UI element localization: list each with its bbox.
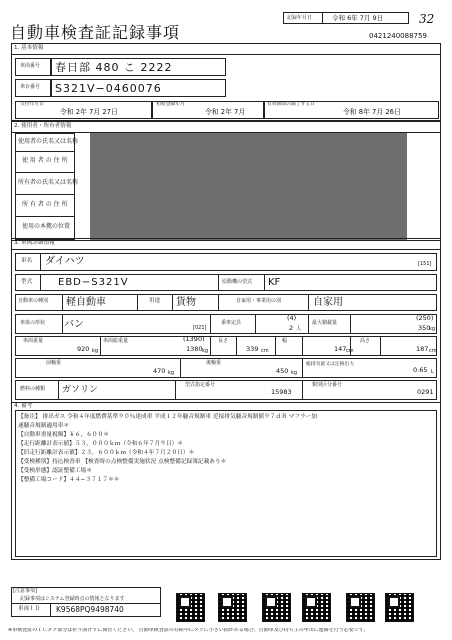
category-value: 0291 (417, 388, 434, 396)
maker-label: 車名 (21, 258, 33, 264)
fuel-value: ガソリン (62, 385, 99, 395)
maker-code: [151] (418, 261, 432, 267)
qr-code (346, 593, 375, 622)
displacement-label: 総排気量又は定格出力 (306, 362, 354, 367)
load-sub: (250) (416, 314, 434, 322)
section-4-heading: 4. 備考 (14, 403, 33, 409)
reg-number-label: 車両番号 (20, 63, 41, 69)
remarks-text (18, 413, 436, 485)
width-unit: cm (346, 348, 354, 354)
maker-value: ダイハツ (45, 256, 85, 267)
chassis-label: 車台番号 (20, 84, 41, 90)
user-name-label: 使用者の氏名又は名称 (18, 138, 79, 145)
designation-value: 15983 (271, 388, 292, 396)
remarks-line: 【自動車重量税額】￥６，６００＊ (18, 432, 109, 438)
issue-date-value: 令和 2年 7月 27日 (60, 108, 118, 116)
bottom-note: ※車検査証のＩＣタグ部分は折り曲げずに保管ください。 自動車検査証の券面中にタグに小さい損がある場合、自動車及び持ち主の申出に連絡を行う必要です。 (8, 628, 369, 633)
load-value: 350 (418, 324, 431, 332)
engine-label: 原動機の型式 (222, 279, 253, 285)
qr-code (176, 593, 205, 622)
remarks-line: 【旧走行距離計表示値】２３，６００ｋｍ（令和４年７月２０日）＊ (18, 450, 195, 456)
type-label: 型式 (21, 279, 33, 285)
expiry-value: 令和 8年 7月 26日 (343, 108, 401, 116)
owner-name-label: 所有者の氏名又は名称 (18, 179, 79, 186)
record-date-box (283, 12, 409, 24)
section-2-heading: 2. 使用者・所有者情報 (14, 123, 72, 129)
remarks-line: 【受検形態】認証整備工場＊ (18, 468, 92, 474)
shape-value: バン (64, 319, 84, 330)
fuel-label: 燃料の種類 (20, 386, 46, 392)
displacement-unit: L (431, 369, 434, 375)
height-unit: cm (429, 348, 437, 354)
front-axle-label: 前軸重 (46, 360, 62, 366)
user-address-label: 使 用 者 の 住 所 (22, 157, 68, 164)
weight-label: 車両重量 (23, 338, 44, 344)
width-value: 147 (334, 345, 347, 353)
load-label: 最大積載量 (312, 320, 338, 326)
height-label: 高さ (360, 338, 371, 344)
page-title: 自動車検査証記録事項 (10, 23, 181, 42)
width-label: 幅 (282, 338, 288, 344)
vehicle-id-value: K9568PQ9498740 (56, 605, 124, 614)
capacity-label: 乗車定員 (221, 320, 242, 326)
height-value: 187 (416, 345, 429, 353)
weight-unit: kg (92, 348, 99, 354)
section-1-heading: 1. 基本情報 (14, 45, 44, 51)
remarks-line: 【整備工場コード】４４−３７１７＊＊ (18, 477, 120, 483)
kind-value: 軽自動車 (66, 297, 106, 308)
gross-value: 1380 (186, 345, 203, 353)
rear-axle-label: 後軸重 (206, 360, 222, 366)
expiry-label: 有効期間の満了する日 (267, 102, 315, 107)
rear-axle-unit: kg (291, 370, 298, 376)
type-value: EBD−S321V (58, 277, 129, 288)
purpose-value: 自家用 (313, 297, 343, 308)
front-axle-value: 470 (153, 367, 166, 375)
notice-label: [注意事項] (13, 588, 37, 594)
first-reg-label: 初度登録年月 (156, 102, 185, 107)
gross-label: 車両総重量 (103, 338, 129, 344)
base-location-label: 使用の本拠の位置 (22, 223, 71, 230)
length-value: 339 (246, 345, 259, 353)
issue-date-label: 交付年月日 (20, 102, 44, 107)
designation-label: 型式指定番号 (185, 382, 216, 388)
qr-code (218, 593, 247, 622)
shape-label: 車体の形状 (20, 320, 46, 326)
length-unit: cm (261, 348, 269, 354)
remarks-line: 速騒音規制適用車＊ (18, 423, 70, 429)
reg-number-value: 春日部 480 こ 2222 (55, 61, 173, 74)
capacity-unit: 人 (296, 326, 302, 332)
redacted-owner-info (90, 133, 407, 240)
purpose-label: 自家用・事業用の別 (236, 298, 282, 304)
displacement-value: 0.65 (413, 366, 428, 374)
section-3-heading: 3. 車両詳細情報 (14, 240, 55, 246)
chassis-value: S321V−0460076 (55, 82, 162, 95)
owner-address-label: 所 有 者 の 住 所 (22, 201, 68, 208)
use-value: 貨物 (176, 297, 196, 308)
qr-code (302, 593, 331, 622)
rear-axle-value: 450 (276, 367, 289, 375)
load-unit: kg (429, 326, 436, 332)
engine-value: KF (268, 277, 281, 288)
record-date-label: 記録年月日 (287, 15, 313, 21)
use-label: 用途 (149, 298, 161, 304)
notice-text: 記録事項はシステム登録時点の情報となります (20, 596, 125, 602)
remarks-line: 【备注】 排出ガス 令和４年度燃費基準９０％達成車 平成１２年騒音規制車 近接排気騒音規制値９７ｄＢ マフラー加 (18, 414, 318, 420)
vehicle-id-label: 車両ＩＤ (18, 606, 41, 612)
length-label: 長さ (218, 338, 229, 344)
qr-code (385, 593, 414, 622)
shape-code: [021] (193, 325, 207, 331)
category-label: 類別区分番号 (312, 382, 343, 388)
capacity-sub: (4) (287, 314, 297, 322)
front-axle-unit: kg (168, 370, 175, 376)
weight-value: 920 (77, 345, 90, 353)
handwritten-note: 32 (419, 12, 435, 26)
document-number: 0421240088759 (369, 32, 427, 40)
gross-sub: (1390) (183, 335, 205, 343)
remarks-line: 【受検種別】持込検査車 【検査時の点検整備実施状況 点検整備記録簿記載あり＊ (18, 459, 227, 465)
capacity-value: 2 (289, 324, 294, 332)
remarks-line: 【走行距離計表示値】５３，０００ｋｍ（令和６年７月９日）＊ (18, 441, 183, 447)
first-reg-value: 令和 2年 7月 (205, 108, 246, 116)
gross-unit: kg (202, 348, 209, 354)
record-date-value: 令和 6年 7月 9日 (332, 14, 384, 22)
qr-code (262, 593, 291, 622)
kind-label: 自動車の種別 (18, 298, 49, 304)
